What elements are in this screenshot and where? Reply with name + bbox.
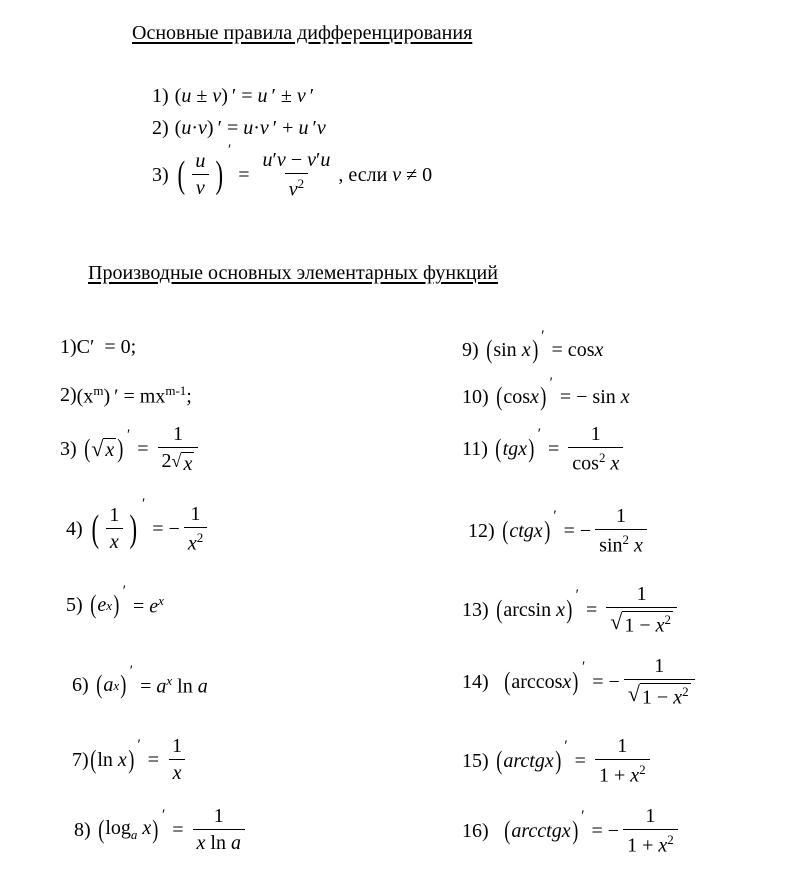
rule-number: 2) bbox=[152, 117, 169, 139]
formula-16: 16) ( arcctgx ) ′ = − $\frac{1}{1 + x^2}$ bbox=[462, 806, 682, 856]
rule-product bbox=[152, 118, 326, 138]
formula-13: 13) ( arcsin x ) ′ = 1 √ $1 - x^2$ bbox=[462, 584, 681, 636]
rule-sum-formula: (u ± v) ′ = u ′ ± v ′ bbox=[174, 85, 315, 107]
rules-heading: Основные правила дифференцирования bbox=[132, 22, 473, 44]
formula-number: 2) bbox=[60, 384, 77, 407]
formula-4: 4) ( $\frac{1}{x}$ ) ′ = − $\frac{1}{x^2}$ bbox=[66, 504, 211, 554]
formula-2: 2) $(x^m)$ ′ = $mx^{m-1}$; bbox=[60, 383, 192, 408]
rule-number: 3) bbox=[152, 163, 169, 186]
formula-number: 7) bbox=[72, 748, 89, 771]
formula-10: 10) ( cosx ) ′ = − sin x bbox=[462, 374, 630, 411]
formula-8: 8) ( $\log_a x$ ) ′ = $\frac{1}{\text{x ln a}}$ bbox=[74, 806, 249, 853]
formula-number: 13) bbox=[462, 598, 489, 621]
formula-6: 6) ( a x ) ′ = $a^x$ ln a bbox=[72, 662, 208, 699]
formula-number: 4) bbox=[66, 517, 83, 540]
formula-number: 16) bbox=[462, 819, 489, 842]
rule-sum bbox=[152, 86, 314, 106]
formula-12: 12) ( ctgx ) ′ = − $\frac{1}{\sin^2 x}$ bbox=[468, 506, 651, 556]
formula-number: 12) bbox=[468, 519, 495, 542]
formula-number: 10) bbox=[462, 386, 489, 408]
formula-15: 15) ( arctgx ) ′ = $\frac{1}{1 + x^2}$ bbox=[462, 736, 654, 786]
formula-11: 11) ( tgx ) ′ = $\frac{1}{\cos^2 x}$ bbox=[462, 424, 627, 474]
rule-condition: , если bbox=[338, 163, 388, 186]
formula-number: 15) bbox=[462, 749, 489, 772]
formula-number: 8) bbox=[74, 818, 91, 841]
rule-quotient: 3) ( $\frac{u}{v}$ ) ′ = $\frac{u'v - v'u}{v^2}$ , если v ≠ 0 bbox=[152, 142, 433, 201]
formula-number: 6) bbox=[72, 674, 89, 696]
formula-number: 9) bbox=[462, 339, 479, 361]
elementary-heading: Производные основных элементарных функций bbox=[88, 262, 498, 284]
formula-number: 5) bbox=[66, 594, 83, 616]
formula-number: 11) bbox=[462, 437, 488, 460]
rule-number: 1) bbox=[152, 85, 169, 107]
formula-number: 3) bbox=[60, 438, 77, 460]
formula-14: 14) ( arccosx ) ′ = − 1 √ $1 - x^2$ bbox=[462, 656, 699, 708]
formula-1: 1) C′ = 0; bbox=[60, 336, 137, 358]
formula-7: 7) ( ln x ) ′ = $\frac{1}{x}$ bbox=[72, 736, 190, 783]
formula-number: 1) bbox=[60, 336, 77, 358]
formula-5: 5) ( e x ) ′ = $e^x$ bbox=[66, 582, 164, 619]
formula-9: 9) ( sin x ) ′ = cosx bbox=[462, 327, 604, 364]
formula-3: 3) ( √ x ) ′ = 1 2 √ x bbox=[60, 424, 202, 474]
formula-number: 14) bbox=[462, 670, 489, 693]
rule-product-formula: (u·v) ′ = u·v ′ + u ′v bbox=[174, 117, 326, 139]
